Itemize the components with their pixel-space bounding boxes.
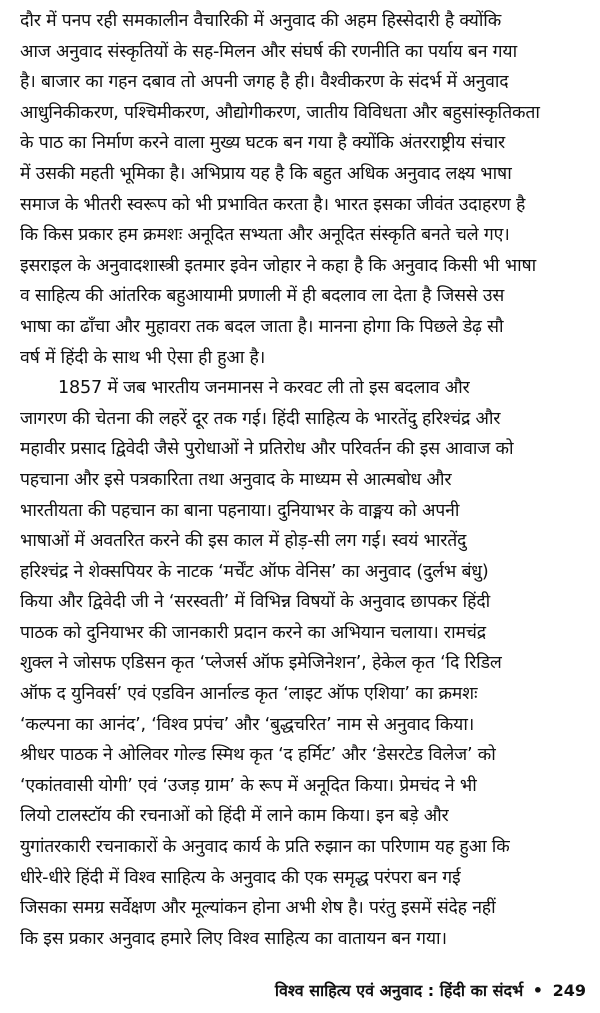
text-line: ऑफ द युनिवर्स’ एवं एडविन आर्नाल्ड कृत ‘लाइट ऑफ एशिया’ का क्रमशः bbox=[20, 684, 478, 705]
text-line: व साहित्य की आंतरिक बहुआयामी प्रणाली में ही बदलाव ला देता है जिससे उस bbox=[20, 286, 505, 307]
text-line: धीरे-धीरे हिंदी में विश्व साहित्य के अनुवाद की एक समृद्ध परंपरा बन गई bbox=[20, 867, 461, 888]
text-line: लियो टालस्टॉय की रचनाओं को हिंदी में लाने काम किया। इन बड़े और bbox=[20, 806, 449, 827]
paragraph-1 bbox=[20, 6, 584, 373]
text-line: ‘कल्पना का आनंद’, ‘विश्व प्रपंच’ और ‘बुद्धचरित’ नाम से अनुवाद किया। bbox=[20, 714, 475, 735]
text-line: इसराइल के अनुवादशास्त्री इतमार इवेन जोहार ने कहा है कि अनुवाद किसी भी भाषा bbox=[20, 255, 536, 276]
text-line: भाषाओं में अवतरित करने की इस काल में होड़-सी लग गई। स्वयं भारतेंदु bbox=[20, 531, 467, 552]
text-line: श्रीधर पाठक ने ओलिवर गोल्ड स्मिथ कृत ‘द हर्मिट’ और ‘डेसरटेड विलेज’ को bbox=[20, 745, 496, 766]
text-line: महावीर प्रसाद द्विवेदी जैसे पुरोधाओं ने प्रतिरोध और परिवर्तन की इस आवाज को bbox=[20, 439, 514, 460]
text-line: भारतीयता की पहचान का बाना पहनाया। दुनियाभर के वाङ्मय को अपनी bbox=[20, 500, 460, 521]
text-line: जिसका समग्र सर्वेक्षण और मूल्यांकन होना अभी शेष है। परंतु इसमें संदेह नहीं bbox=[20, 898, 496, 919]
text-line: युगांतरकारी रचनाकारों के अनुवाद कार्य के प्रति रुझान का परिणाम यह हुआ कि bbox=[20, 837, 510, 858]
text-line: पाठक को दुनियाभर की जानकारी प्रदान करने का अभियान चलाया। रामचंद्र bbox=[20, 622, 486, 643]
text-line: पहचाना और इसे पत्रकारिता तथा अनुवाद के माध्यम से आत्मबोध और bbox=[20, 469, 452, 490]
text-line: 1857 में जब भारतीय जनमानस ने करवट ली तो इस बदलाव और bbox=[58, 378, 470, 399]
running-footer bbox=[0, 978, 586, 1004]
text-line: हरिश्चंद्र ने शेक्सपियर के नाटक ‘मर्चेंट ऑफ वेनिस’ का अनुवाद (दुर्लभ बंधु) bbox=[20, 561, 489, 582]
text-line: समाज के भीतरी स्वरूप को भी प्रभावित करता है। भारत इसका जीवंत उदाहरण है bbox=[20, 194, 526, 215]
text-line: कि किस प्रकार हम क्रमशः अनूदित सभ्यता और अनूदित संस्कृति बनते चले गए। bbox=[20, 225, 510, 246]
footer-title: विश्व साहित्य एवं अनुवाद : हिंदी का संदर्भ bbox=[274, 981, 524, 1000]
text-line: जागरण की चेतना की लहरें दूर तक गई। हिंदी साहित्य के भारतेंदु हरिश्चंद्र और bbox=[20, 408, 501, 429]
footer-bullet: • bbox=[532, 981, 544, 1000]
page-number: 249 bbox=[552, 981, 586, 1000]
paragraph-2 bbox=[20, 373, 584, 954]
text-line: शुक्ल ने जोसफ एडिसन कृत ‘प्लेजर्स ऑफ इमेजिनेशन’, हेकेल कृत ‘दि रिडिल bbox=[20, 653, 502, 674]
text-line: दौर में पनप रही समकालीन वैचारिकी में अनुवाद की अहम हिस्सेदारी है क्योंकि bbox=[20, 11, 502, 31]
text-line: के पाठ का निर्माण करने वाला मुख्य घटक बन गया है क्योंकि अंतरराष्ट्रीय संचार bbox=[20, 133, 506, 154]
page-body bbox=[20, 6, 584, 954]
text-line: कि इस प्रकार अनुवाद हमारे लिए विश्व साहित्य का वातायन बन गया। bbox=[20, 928, 447, 949]
text-line: आधुनिकीकरण, पश्चिमीकरण, औद्योगीकरण, जातीय विविधता और बहुसांस्कृतिकता bbox=[20, 102, 540, 123]
text-line: वर्ष में हिंदी के साथ भी ऐसा ही हुआ है। bbox=[20, 347, 266, 368]
text-line: आज अनुवाद संस्कृतियों के सह-मिलन और संघर्ष की रणनीति का पर्याय बन गया bbox=[20, 41, 517, 62]
text-line: ‘एकांतवासी योगी’ एवं ‘उजड़ ग्राम’ के रूप में अनूदित किया। प्रेमचंद ने भी bbox=[20, 775, 477, 796]
text-line: भाषा का ढाँचा और मुहावरा तक बदल जाता है। मानना होगा कि पिछले डेढ़ सौ bbox=[20, 316, 504, 337]
text-line: किया और द्विवेदी जी ने ‘सरस्वती’ में विभिन्न विषयों के अनुवाद छापकर हिंदी bbox=[20, 592, 491, 613]
text-line: है। बाजार का गहन दबाव तो अपनी जगह है ही। वैश्वीकरण के संदर्भ में अनुवाद bbox=[20, 72, 509, 93]
text-line: में उसकी महती भूमिका है। अभिप्राय यह है कि बहुत अधिक अनुवाद लक्ष्य भाषा bbox=[20, 163, 512, 184]
